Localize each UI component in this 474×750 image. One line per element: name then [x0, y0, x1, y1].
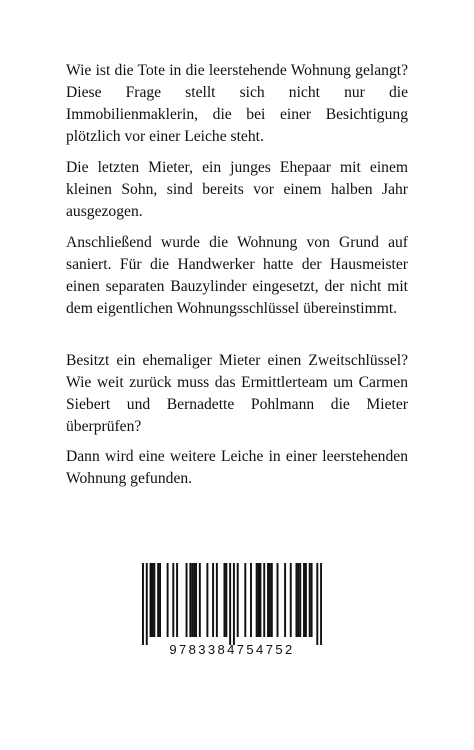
barcode-bar: [142, 563, 144, 645]
barcode-bar: [309, 563, 311, 637]
blurb-text: Die letzten Mieter, ein junges Ehepaar mit einem kleinen Sohn, sind bereits vor einem halben Jahr ausgezogen.: [66, 159, 408, 220]
blurb-text: Besitzt ein ehemaliger Mieter einen Zweitschlüssel? Wie weit zurück muss das Ermittlerteam um Carmen Siebert und Bernadette Pohlmann die Mieter überprüfen?: [66, 352, 408, 435]
barcode-bar: [284, 563, 286, 637]
barcode-bar: [233, 563, 235, 645]
barcode-bar: [150, 563, 152, 637]
blurb-paragraph-2: [66, 157, 408, 223]
barcode-bar: [244, 563, 246, 637]
barcode-bar: [223, 563, 225, 637]
blurb-text: Wie ist die Tote in die leerstehende Wohnung gelangt? Diese Frage stellt sich nicht nur die Immobilienmaklerin, die bei einer Besichtigung plötzlich vor einer Leiche steht.: [66, 62, 408, 145]
barcode-graphic: [142, 563, 322, 645]
blurb-paragraph-4: [66, 350, 408, 438]
isbn-barcode: [142, 563, 322, 663]
barcode-bar: [290, 563, 292, 637]
barcode-bar: [316, 563, 318, 645]
barcode-bar: [186, 563, 188, 637]
barcode-bar: [311, 563, 313, 637]
barcode-bar: [258, 563, 260, 637]
barcode-bar: [250, 563, 252, 637]
blurb-paragraph-5: [66, 446, 408, 490]
barcode-bar: [259, 563, 261, 637]
barcode-bar: [172, 563, 174, 637]
barcode-bar: [295, 563, 297, 637]
barcode-bar: [263, 563, 265, 637]
barcode-bar: [157, 563, 159, 637]
barcode-bar: [267, 563, 269, 637]
barcode-bar: [299, 563, 301, 637]
barcode-bar: [167, 563, 169, 637]
barcode-bar: [303, 563, 305, 637]
barcode-bar: [229, 563, 231, 645]
blurb-text: Anschließend wurde die Wohnung von Grund auf saniert. Für die Handwerker hatte der Hausmeister einen separaten Bauzylinder eingesetzt, der nicht mit dem eigentlichen Wohnungsschlüssel übereinstimmt.: [66, 234, 408, 317]
barcode-bar: [277, 563, 279, 637]
barcode-bar: [305, 563, 307, 637]
blurb-paragraph-1: [66, 60, 408, 148]
barcode-number: 9783384754752: [169, 642, 295, 657]
barcode-bar: [159, 563, 161, 637]
barcode-bar: [320, 563, 322, 645]
barcode-bar: [297, 563, 299, 637]
barcode-bar: [146, 563, 148, 645]
barcode-bar: [195, 563, 197, 637]
barcode-bar: [269, 563, 271, 637]
barcode-bar: [256, 563, 258, 637]
barcode-bar: [191, 563, 193, 637]
barcode-bar: [176, 563, 178, 637]
barcode-bar: [199, 563, 201, 637]
barcode-bar: [237, 563, 239, 637]
blurb-paragraph-3: [66, 232, 408, 320]
barcode-bar: [225, 563, 227, 637]
barcode-bar: [151, 563, 153, 637]
blurb-text: Dann wird eine weitere Leiche in einer leerstehenden Wohnung gefunden.: [66, 448, 408, 487]
barcode-bar: [216, 563, 218, 637]
barcode-bar: [206, 563, 208, 637]
barcode-bar: [193, 563, 195, 637]
barcode-bar: [271, 563, 273, 637]
barcode-bar: [189, 563, 191, 637]
barcode-bar: [153, 563, 155, 637]
barcode-bar: [212, 563, 214, 637]
